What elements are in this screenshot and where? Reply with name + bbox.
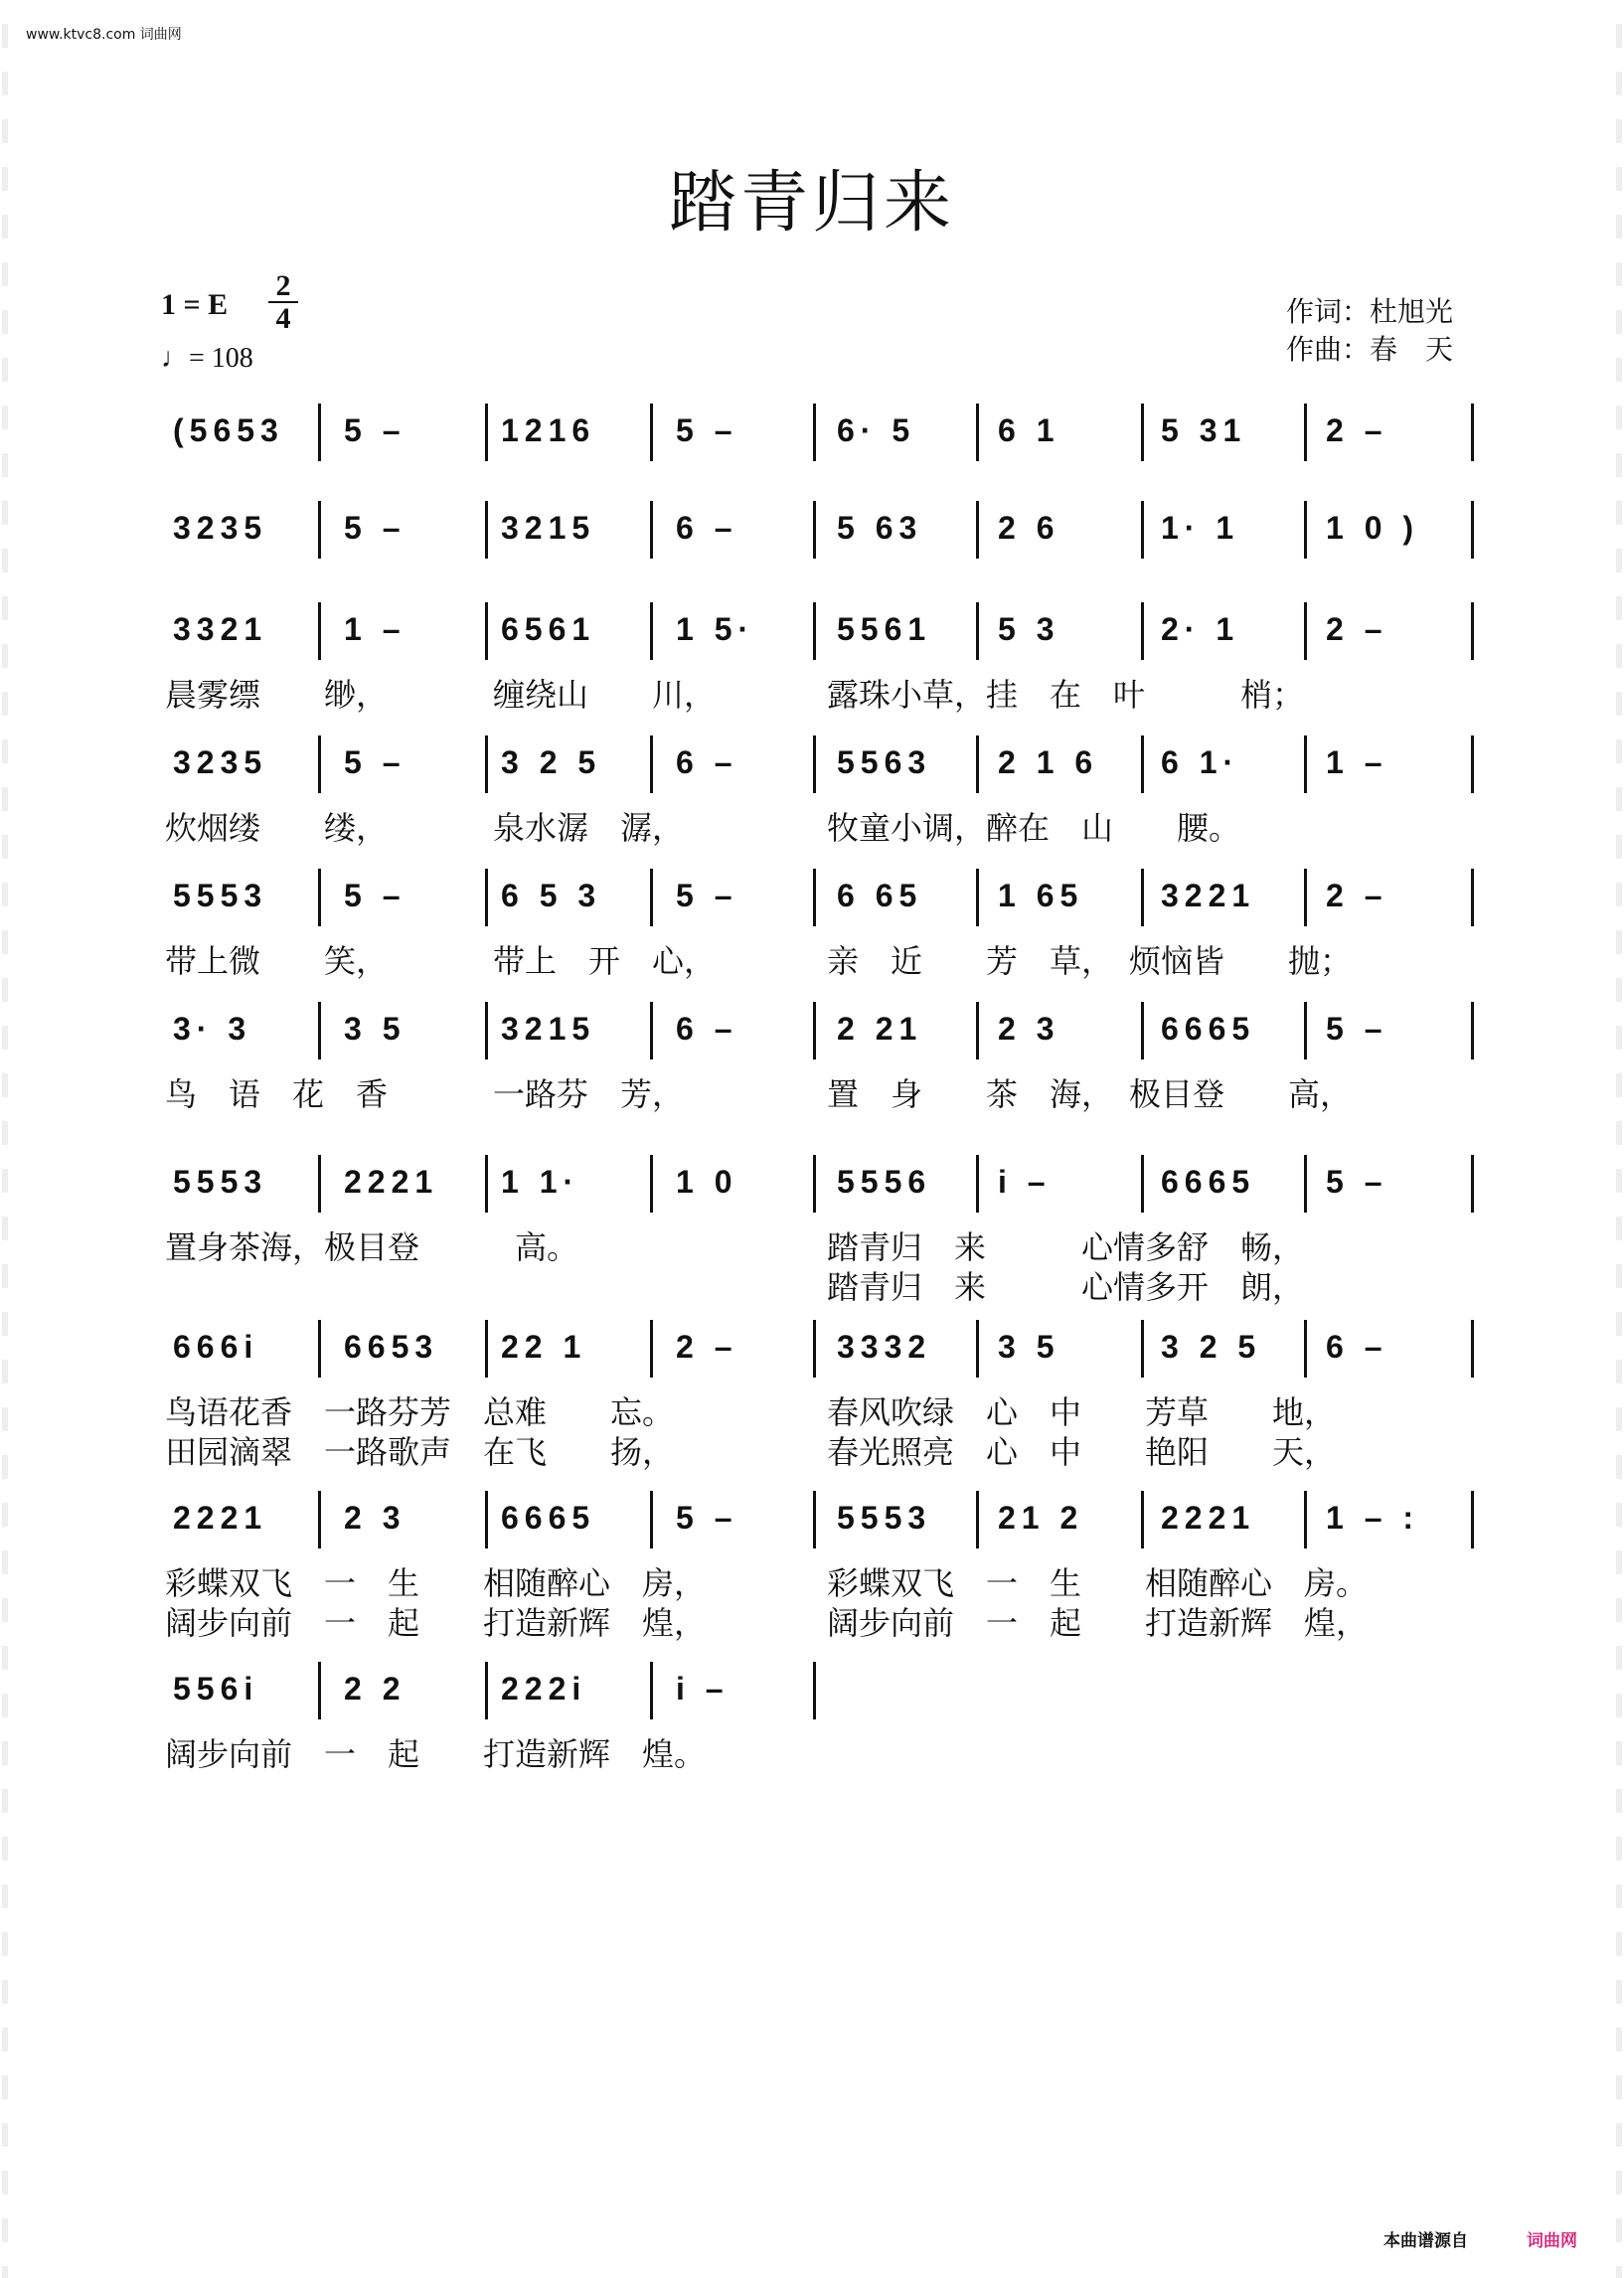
bar-line [485, 602, 488, 660]
measure: 2221 [173, 1500, 268, 1536]
measure: 5 – [344, 510, 406, 546]
measure: (5653 [173, 412, 284, 448]
measure: 1216 [501, 412, 596, 448]
lyric-segment: 泉水潺 潺， [493, 809, 685, 847]
measure: 1· 1 [1161, 510, 1240, 546]
lyric-segment: 带上 开 心， [493, 942, 717, 980]
bar-line [1141, 869, 1144, 926]
measure: 1 0 [676, 1164, 738, 1200]
measure: 3 5 [344, 1011, 406, 1047]
notation-row [161, 1151, 1473, 1213]
lyric-segment: 露珠小草，挂 在 叶 梢； [827, 676, 1305, 714]
measure: 5553 [837, 1500, 932, 1536]
measure: 3332 [837, 1329, 932, 1365]
notation-row [161, 1316, 1473, 1378]
bar-line [1471, 404, 1474, 461]
bar-line [813, 1491, 816, 1548]
bar-line [318, 1002, 321, 1059]
bar-line [485, 869, 488, 926]
bar-line [1304, 1002, 1307, 1059]
bar-line [650, 602, 653, 660]
bar-line [976, 1155, 979, 1213]
bar-line [976, 1002, 979, 1059]
measure: 1 – [1326, 744, 1388, 780]
footer-source-label: 本曲谱源自 [1383, 2231, 1468, 2251]
measure: 6561 [501, 611, 596, 647]
measure: 5553 [173, 1164, 268, 1200]
measure: 6 1 [998, 412, 1060, 448]
measure: 5 – [676, 878, 738, 913]
measure: 6665 [1161, 1164, 1256, 1200]
bar-line [813, 1002, 816, 1059]
lyric-segment: 春风吹绿 心 中 芳草 地， [827, 1393, 1337, 1431]
bar-line [1141, 1002, 1144, 1059]
lyric-segment: 阔步向前 一 起 打造新辉 煌， [165, 1604, 707, 1642]
bar-line [813, 404, 816, 461]
notation-row [161, 1487, 1473, 1548]
bar-line [485, 404, 488, 461]
notation-row [161, 1658, 1473, 1719]
bar-line [976, 404, 979, 461]
bar-line [318, 501, 321, 559]
bar-line [1471, 501, 1474, 559]
bar-line [1471, 1155, 1474, 1213]
bar-line [1304, 869, 1307, 926]
lyric-segment: 一路芬 芳， [493, 1075, 685, 1113]
bar-line [485, 1155, 488, 1213]
bar-line [1304, 735, 1307, 793]
bar-line [318, 404, 321, 461]
lyric-segment: 田园滴翠 一路歌声 在飞 扬， [165, 1433, 675, 1471]
lyric-segment: 鸟语花香 一路芬芳 总难 忘。 [165, 1393, 675, 1431]
bar-line [1141, 602, 1144, 660]
time-signature-top: 2 [275, 269, 291, 302]
measure: 5 – [676, 1500, 738, 1536]
bar-line [1471, 1002, 1474, 1059]
measure: 2 1 6 [998, 744, 1099, 780]
bar-line [650, 869, 653, 926]
bar-line [485, 735, 488, 793]
measure: 6 – [676, 1011, 738, 1047]
measure: i – [998, 1164, 1052, 1200]
bar-line [485, 1491, 488, 1548]
bar-line [318, 1155, 321, 1213]
lyric-segment: 彩蝶双飞 一 生 相随醉心 房， [165, 1564, 707, 1602]
measure: 3235 [173, 510, 268, 546]
bar-line [1304, 602, 1307, 660]
notation-row [161, 497, 1473, 559]
measure: 2 – [1326, 412, 1388, 448]
notation-row [161, 732, 1473, 793]
measure: 1 1· [501, 1164, 580, 1200]
lyric-segment: 彩蝶双飞 一 生 相随醉心 房。 [827, 1564, 1369, 1602]
measure: 1 – : [1326, 1500, 1420, 1536]
bar-line [318, 1662, 321, 1719]
lyric-segment: 鸟 语 花 香 [165, 1075, 389, 1113]
measure: 6 – [1326, 1329, 1388, 1365]
bar-line [1304, 501, 1307, 559]
tempo-marking: ♩= 108 [161, 343, 253, 374]
measure: 5563 [837, 744, 932, 780]
bar-line [650, 404, 653, 461]
bar-line [485, 501, 488, 559]
bar-line [813, 501, 816, 559]
composer-credit: 作曲：春 天 [1286, 333, 1454, 366]
measure: 2 6 [998, 510, 1060, 546]
lyric-segment: 置身茶海，极目登 高。 [165, 1228, 579, 1266]
measure: 5 3 [998, 611, 1060, 647]
measure: 5556 [837, 1164, 932, 1200]
bar-line [976, 869, 979, 926]
measure: 6 65 [837, 878, 923, 913]
bar-line [976, 1320, 979, 1378]
bar-line [318, 1320, 321, 1378]
notation-row [161, 400, 1473, 461]
measure: 2 3 [344, 1500, 406, 1536]
measure: 2 – [676, 1329, 738, 1365]
measure: 1 65 [998, 878, 1084, 913]
bar-line [650, 735, 653, 793]
bar-line [318, 602, 321, 660]
measure: 666i [173, 1329, 259, 1365]
left-border-strip [2, 0, 8, 2278]
measure: 3 2 5 [501, 744, 602, 780]
measure: 6 1· [1161, 744, 1240, 780]
measure: 1 5· [676, 611, 755, 647]
site-header: www.ktvc8.com 词曲网 [26, 27, 182, 43]
measure: 3215 [501, 1011, 596, 1047]
measure: 5 – [1326, 1164, 1388, 1200]
bar-line [976, 501, 979, 559]
bar-line [976, 735, 979, 793]
bar-line [1304, 1155, 1307, 1213]
measure: 6 5 3 [501, 878, 602, 913]
measure: 2 – [1326, 878, 1388, 913]
bar-line [1471, 1491, 1474, 1548]
lyric-segment: 亲 近 芳 草， 烦恼皆 抛； [827, 942, 1353, 980]
bar-line [1471, 735, 1474, 793]
measure: 6653 [344, 1329, 439, 1365]
measure: 6 – [676, 510, 738, 546]
measure: 6 – [676, 744, 738, 780]
bar-line [650, 1662, 653, 1719]
measure: 6665 [501, 1500, 596, 1536]
measure: 21 2 [998, 1500, 1084, 1536]
measure: 3321 [173, 611, 268, 647]
bar-line [1304, 1320, 1307, 1378]
bar-line [650, 1002, 653, 1059]
bar-line [1141, 1320, 1144, 1378]
bar-line [813, 1320, 816, 1378]
lyric-segment: 春光照亮 心 中 艳阳 天， [827, 1433, 1337, 1471]
bar-line [1471, 1320, 1474, 1378]
right-border-strip [1616, 0, 1622, 2278]
bar-line [976, 602, 979, 660]
measure: 5 – [1326, 1011, 1388, 1047]
measure: 5561 [837, 611, 932, 647]
measure: 5 – [344, 878, 406, 913]
measure: 6· 5 [837, 412, 916, 448]
measure: 22 1 [501, 1329, 587, 1365]
lyric-segment: 牧童小调，醉在 山 腰。 [827, 809, 1241, 847]
bar-line [1471, 869, 1474, 926]
bar-line [318, 1491, 321, 1548]
measure: 2 21 [837, 1011, 923, 1047]
bar-line [813, 869, 816, 926]
bar-line [1141, 501, 1144, 559]
measure: 5 – [344, 744, 406, 780]
bar-line [485, 1002, 488, 1059]
measure: 2221 [344, 1164, 439, 1200]
lyric-segment: 缠绕山 川， [493, 676, 717, 714]
song-title: 踏青归来 [668, 164, 955, 243]
bar-line [650, 1320, 653, 1378]
measure: 3 5 [998, 1329, 1060, 1365]
measure: 3· 3 [173, 1011, 252, 1047]
lyric-segment: 踏青归 来 心情多开 朗， [827, 1268, 1305, 1306]
notation-row [161, 998, 1473, 1059]
lyric-segment: 带上微 笑， [165, 942, 389, 980]
time-signature [268, 270, 298, 334]
measure: 5 – [676, 412, 738, 448]
measure: 1 – [344, 611, 406, 647]
bar-line [318, 735, 321, 793]
measure: 2221 [1161, 1500, 1256, 1536]
bar-line [650, 1155, 653, 1213]
lyricist-credit: 作词：杜旭光 [1286, 295, 1454, 328]
bar-line [976, 1491, 979, 1548]
measure: 3 2 5 [1161, 1329, 1262, 1365]
measure: 1 0 ) [1326, 510, 1420, 546]
measure: 3215 [501, 510, 596, 546]
measure: 5553 [173, 878, 268, 913]
lyric-segment: 晨雾缥 缈， [165, 676, 389, 714]
measure: 2 2 [344, 1671, 406, 1707]
measure: 2 – [1326, 611, 1388, 647]
measure: 2 3 [998, 1011, 1060, 1047]
lyric-segment: 置 身 茶 海， 极目登 高， [827, 1075, 1353, 1113]
measure: 5 31 [1161, 412, 1247, 448]
bar-line [1304, 404, 1307, 461]
bar-line [1141, 735, 1144, 793]
notation-row [161, 598, 1473, 660]
lyric-segment: 阔步向前 一 起 打造新辉 煌， [827, 1604, 1369, 1642]
bar-line [1141, 1491, 1144, 1548]
bar-line [485, 1320, 488, 1378]
bar-line [650, 1491, 653, 1548]
bar-line [1141, 404, 1144, 461]
bar-line [485, 1662, 488, 1719]
measure: 3221 [1161, 878, 1256, 913]
measure: 556i [173, 1671, 259, 1707]
bar-line [813, 1155, 816, 1213]
bar-line [318, 869, 321, 926]
measure: i – [676, 1671, 730, 1707]
bar-line [813, 1662, 816, 1719]
measure: 222i [501, 1671, 587, 1707]
measure: 5 63 [837, 510, 923, 546]
measure: 3235 [173, 744, 268, 780]
notation-row [161, 865, 1473, 926]
bar-line [813, 602, 816, 660]
footer-brand: 词曲网 [1527, 2231, 1577, 2251]
time-signature-bottom: 4 [268, 301, 298, 334]
lyric-segment: 阔步向前 一 起 打造新辉 煌。 [165, 1735, 707, 1773]
bar-line [1304, 1491, 1307, 1548]
bar-line [1141, 1155, 1144, 1213]
measure: 5 – [344, 412, 406, 448]
key-signature: 1 = E [161, 288, 229, 321]
measure: 6665 [1161, 1011, 1256, 1047]
bar-line [1471, 602, 1474, 660]
measure: 2· 1 [1161, 611, 1240, 647]
lyric-segment: 踏青归 来 心情多舒 畅， [827, 1228, 1305, 1266]
lyric-segment: 炊烟缕 缕， [165, 809, 389, 847]
bar-line [650, 501, 653, 559]
bar-line [813, 735, 816, 793]
